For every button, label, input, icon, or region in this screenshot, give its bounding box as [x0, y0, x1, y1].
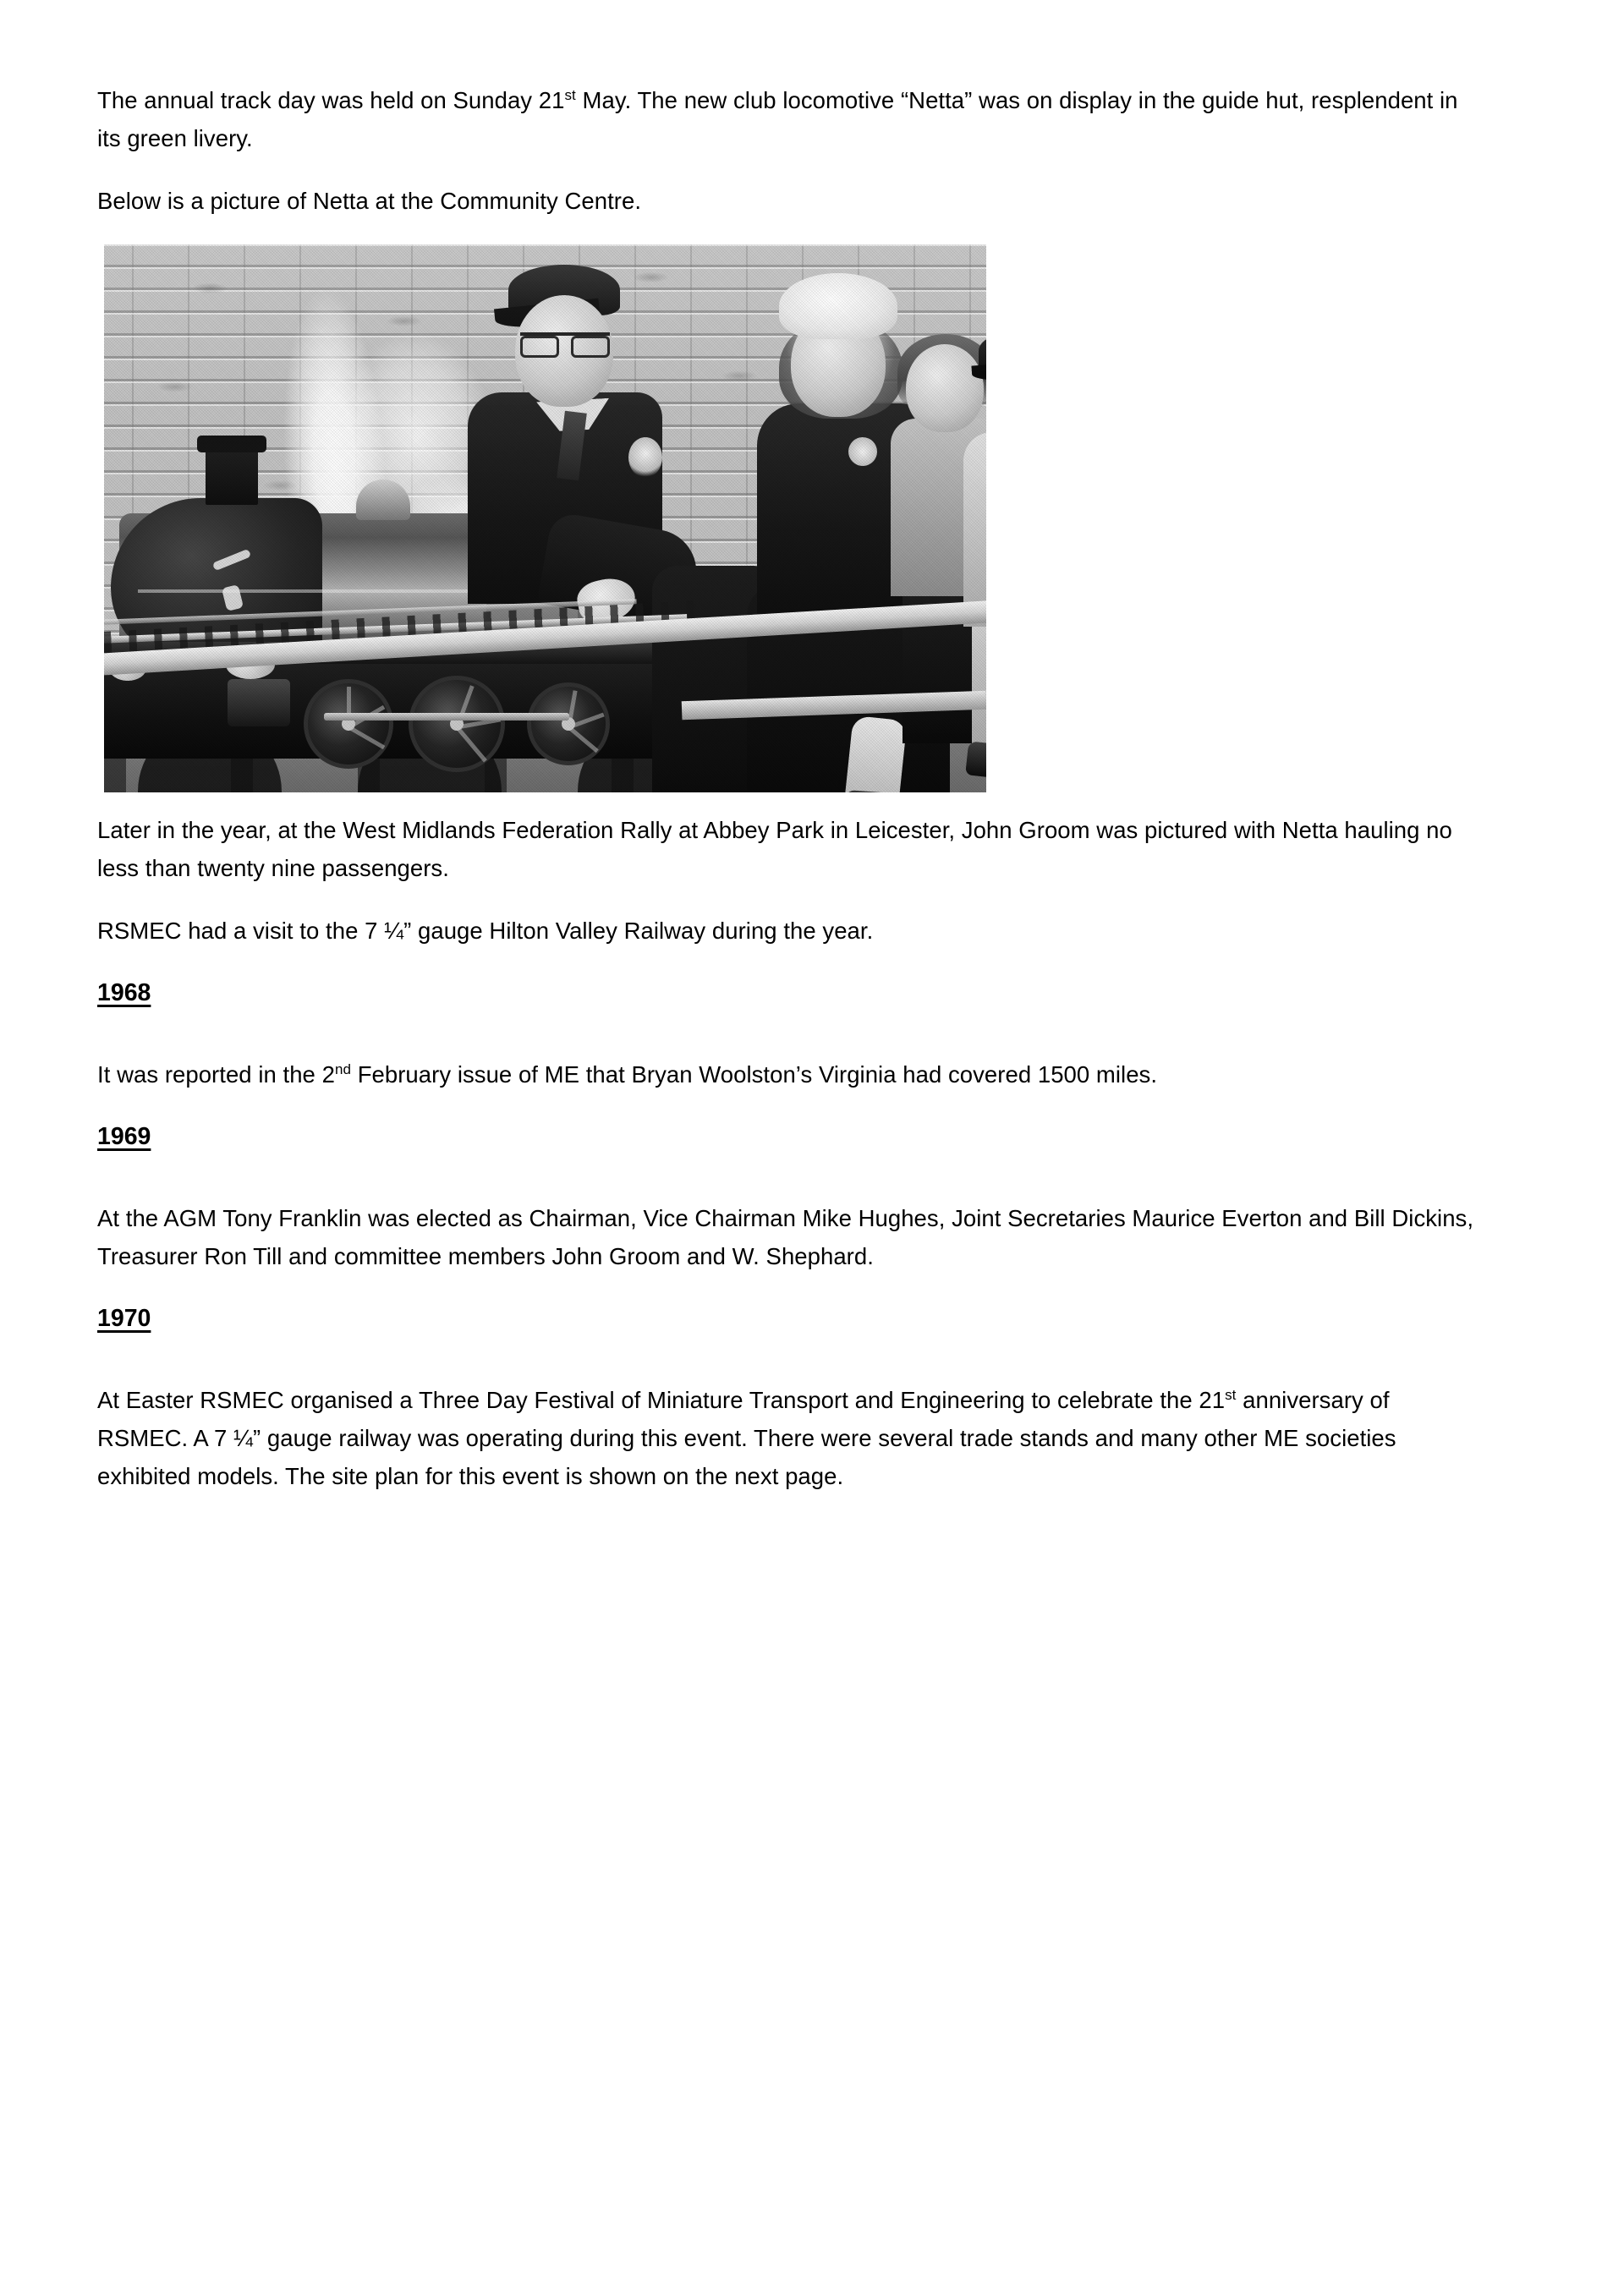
locomotive-wheel [527, 682, 610, 765]
page-content [97, 81, 1480, 1520]
woman-brooch [848, 437, 877, 466]
woman-white-hat-icon [779, 273, 897, 339]
locomotive-chimney-cap [197, 436, 266, 452]
boy-jacket [963, 432, 986, 627]
paragraph-me-report-text-b: February issue of ME that Bryan Woolston’s Virginia had covered 1500 miles. [351, 1061, 1158, 1088]
heading-wrap-1970 [97, 1300, 1480, 1359]
driver-buttonhole-flower [628, 437, 662, 478]
ordinal-suffix-st: st [564, 86, 576, 103]
paragraph-agm-officers: At the AGM Tony Franklin was elected as Chairman, Vice Chairman Mike Hughes, Joint Secretaries Maurice Everton and Bill Dickins, Treasurer Ron Till and committee members John Groom and W. Shephard. [97, 1205, 1474, 1269]
paragraph-easter-festival-text-a: At Easter RSMEC organised a Three Day Festival of Miniature Transport and Engineering to celebrate the 21 [97, 1387, 1226, 1413]
paragraph-hilton-valley: RSMEC had a visit to the 7 ¼” gauge Hilton Valley Railway during the year. [97, 918, 874, 944]
locomotive-cylinder [228, 679, 290, 726]
paragraph-me-report-text-a: It was reported in the 2 [97, 1061, 335, 1088]
child-face [906, 344, 984, 432]
heading-wrap-1969 [97, 1118, 1480, 1177]
driver-glasses-icon [520, 332, 610, 354]
locomotive-steam-dome [356, 479, 410, 520]
paragraph-easter-festival [97, 1381, 1480, 1495]
ordinal-suffix-st-2: st [1225, 1386, 1237, 1403]
paragraph-photo-intro: Below is a picture of Netta at the Community Centre. [97, 188, 642, 214]
paragraph-federation-rally: Later in the year, at the West Midlands Federation Rally at Abbey Park in Leicester, John Groom was pictured with Netta hauling no less than twenty nine passengers. [97, 817, 1452, 881]
heading-wrap-1968 [97, 974, 1480, 1033]
locomotive-coupling-rod [324, 713, 569, 721]
paragraph-me-report [97, 1055, 1480, 1093]
ordinal-suffix-nd: nd [334, 1060, 351, 1077]
paragraph-track-day [97, 81, 1480, 157]
heading-year-1968: 1968 [97, 979, 151, 1006]
heading-year-1970: 1970 [97, 1305, 151, 1332]
photo-block [104, 244, 1480, 792]
heading-year-1969: 1969 [97, 1123, 151, 1150]
photo-netta-locomotive [104, 244, 986, 792]
locomotive-wheel [304, 679, 393, 769]
woman-leg [843, 715, 907, 792]
paragraph-track-day-text-a: The annual track day was held on Sunday 21 [97, 87, 565, 113]
paragraph-track-day-text-b: May. The new club locomotive “Netta” was on display in the guide hut, resplendent in its green livery. [97, 87, 1458, 151]
locomotive-chimney [206, 444, 258, 505]
paragraph-easter-festival-text-b: anniversary of RSMEC. A 7 ¼” gauge railway was operating during this event. There were several trade stands and many other ME societies exhibited models. The site plan for this event is shown on the next page. [97, 1387, 1396, 1489]
locomotive-wheel [409, 676, 505, 772]
